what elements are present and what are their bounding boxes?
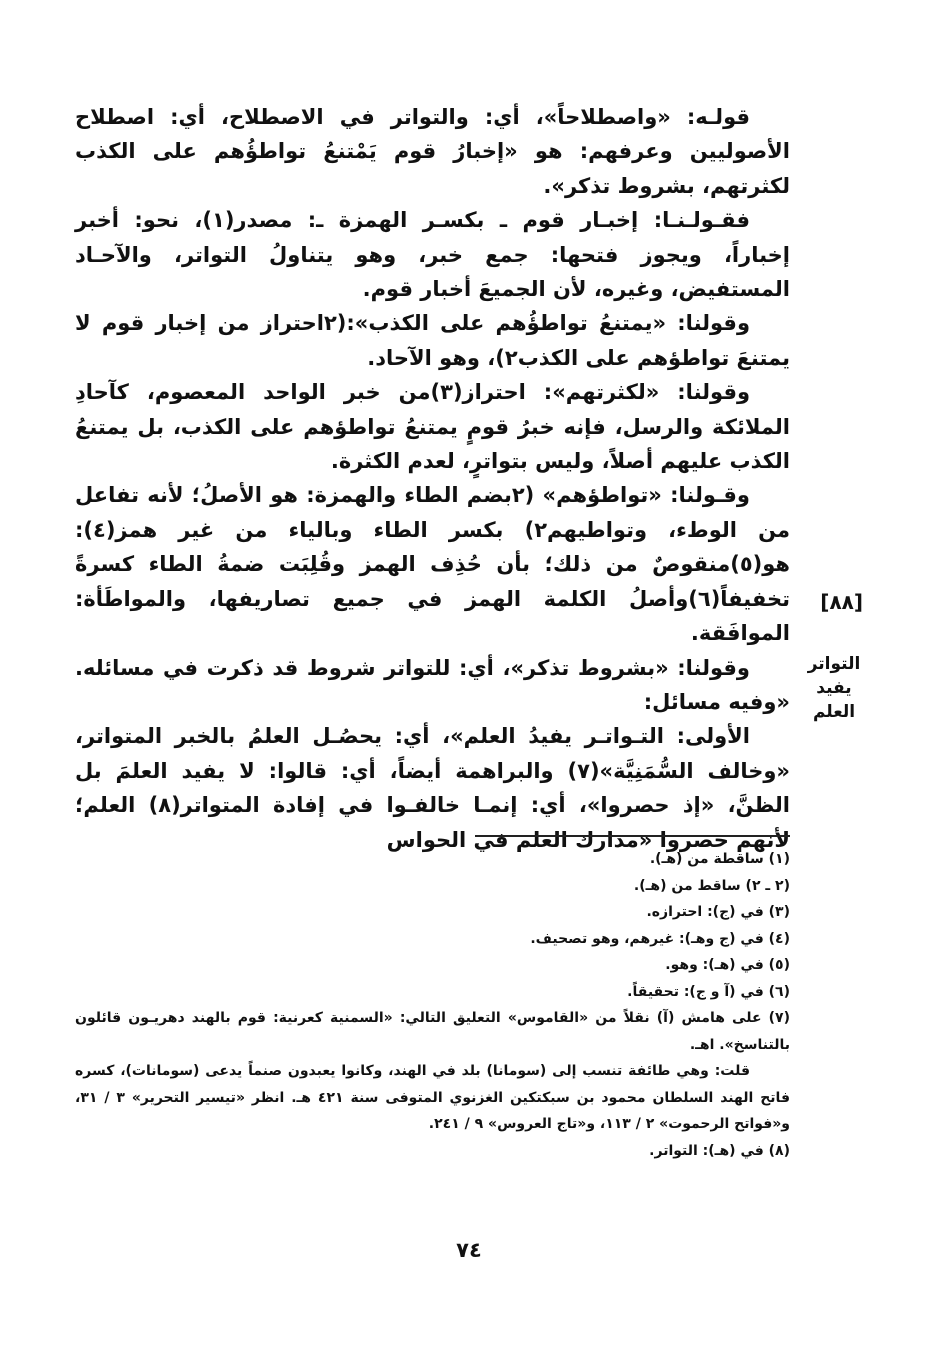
paragraph: وقولنا: «لكثرتهم»: احتراز(٣)من خبر الواحد المعصوم، كآحادِ الملائكة والرسل، فإنه خبرُ قومٍ يمتنعُ تواطؤهم على الكذب، بل يمتنعُ الكذب عليهم أصلاً، وليس بتواترٍ، لعدم الكثرة. — [75, 380, 790, 474]
footnote: (٢ ـ ٢) ساقط من (هـ). — [633, 877, 790, 894]
page-number: ٧٤ — [456, 1238, 482, 1262]
footnote: (٦) في (آ و ج): تحقيقاً. — [627, 983, 790, 1000]
paragraph: فقـولـنـا: إخبـار قوم ـ بكسـر الهمزة ـ: مصدر(١)، نحو: أخبر إخباراً، ويجوز فتحها: جمع خبر، وهو يتناولُ التواتر، والآحـاد المستفيض، وغيره، لأن الجميعَ أخبار قوم. — [75, 208, 790, 302]
footnote: (٤) في (ج وهـ): غيرهم، وهو تصحيف. — [530, 930, 790, 947]
footnote: (٥) في (هـ): وهو. — [665, 957, 790, 973]
footnote: (٧) على هامش (آ) نقلاً من «القاموس» التعليق التالي: «السمنية كعرنية: قوم بالهند دهريـون قائلون بالتناسخ». اهـ. — [75, 1010, 790, 1053]
margin-heading — [798, 652, 870, 724]
paragraph: وقولنا: «يمتنعُ تواطؤُهم على الكذب»:(٢احتراز من إخبار قوم لا يمتنعَ تواطؤهم على الكذب٢)، وهو الآحاد. — [75, 311, 790, 370]
paragraph: وقولنا: «بشروط تذكر»، أي: للتواتر شروط قد ذكرت في مسائله. «وفيه مسائل: — [75, 655, 790, 714]
paragraph: الأولى: التـواتـر يفيدُ العلم»، أي: يحصُـل العلمُ بالخبر المتواتر، «وخالف السُّمَنِيَّة»(٧) والبراهمة أيضاً، أي: قالوا: لا يفيد العلمَ بل الظنَّ، «إذ حصروا»، أي: إنمـا خالفـوا في إفادة المتواتر(٨) العلم؛ لأنهم حصروا «مدارك العلم في الحواس — [75, 724, 790, 852]
margin-page-reference: [٨٨] — [820, 590, 863, 614]
main-text — [75, 100, 790, 857]
footnote: (٨) في (هـ): التواتر. — [649, 1142, 790, 1159]
paragraph: قولـه: «واصطلاحاً»، أي: والتواتر في الاصطلاح، أي: اصطلاح الأصوليين وعرفهم: هو «إخبارُ قوم يَمْتنعُ تواطؤُهم على الكذب لكثرتهم، بشروط تذكر». — [75, 105, 790, 198]
margin-heading-line: التواتر — [807, 654, 861, 674]
footnotes — [75, 846, 790, 1164]
margin-heading-line: يفيد العلم — [812, 678, 856, 722]
footnote: (٣) في (ج): احترازه. — [646, 904, 790, 920]
footnote-continuation: قلت: وهي طائفة تنسب إلى (سومانا) بلد في الهند، وكانوا يعبدون صنماً يدعى (سومانات)، كسره فاتح الهند السلطان محمود بن سبكتكين الغزنوي المتوفى سنة ٤٢١ هـ. انظر «تيسير التحرير» ٣ / ٣١، و«فواتح الرحموت» ٢ / ١١٣، و«تاج العروس» ٩ / ٢٤١. — [75, 1063, 790, 1132]
footnote: (١) ساقطة من (هـ). — [649, 851, 790, 867]
paragraph: وقـولنا: «تواطؤهم» (٢بضم الطاء والهمزة: هو الأصلُ؛ لأنه تفاعل من الوطء، وتواطيهم٢) بكسر الطاء وبالياء من غير همز(٤): هو(٥)منقوصٌ من ذلك؛ بأن حُذِف الهمز وقُلِبَت ضمةُ الطاء كسرةً تخفيفاً(٦)وأصلُ الكلمة الهمز في جميع تصاريفها، والمواطَأة: الموافَقة. — [75, 483, 790, 646]
footnote-divider — [475, 835, 790, 837]
